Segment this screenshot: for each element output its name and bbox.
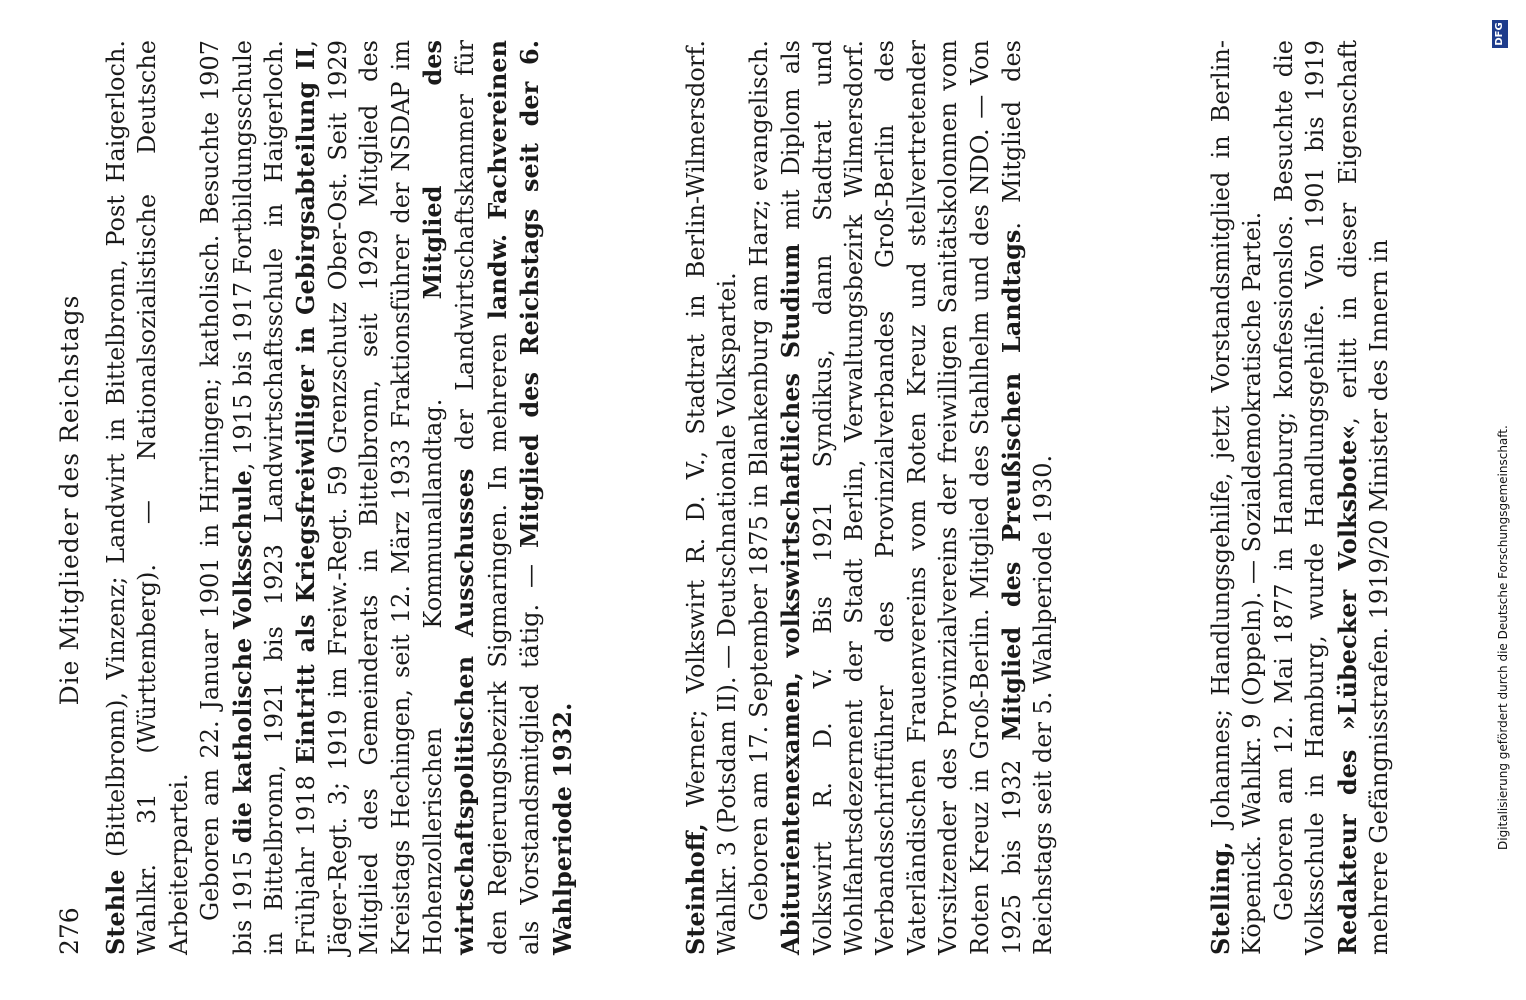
running-title: Die Mitglieder des Reichstags xyxy=(55,294,84,706)
text-run: . Mitglied des Reichstags seit der 5. Wahlperiode 1930. xyxy=(998,40,1058,955)
entry-steinhoff xyxy=(680,40,1060,955)
text-run: Geboren am 17. September 1875 in Blankenburg am Harz; evangelisch. xyxy=(744,40,773,921)
text-run: Geboren am 12. Mai 1877 in Hamburg; konfessionslos. Besuchte die Volksschule in Hamburg, wurde Handlungsgehilfe. Von 1901 bis 1919 xyxy=(1269,40,1330,955)
digitization-note xyxy=(1490,0,1526,1000)
entry-body xyxy=(195,40,579,955)
entry-intro-text: (Bittelbronn), Vinzenz; Landwirt in Bittelbronn, Post Haigerloch. Wahlkr. 31 (Württemberg). — Nationalsozialistische Deutsche Arbeiterpartei. xyxy=(102,40,193,955)
entry-intro xyxy=(1205,40,1269,955)
entry-stelling xyxy=(1205,40,1395,955)
entry-name: Steinhoff, xyxy=(681,823,710,955)
page-number: 276 xyxy=(55,907,84,955)
bold-run: die katholische Volksschule xyxy=(227,470,257,844)
entry-intro xyxy=(680,40,744,955)
entry-name: Stelling, xyxy=(1206,841,1235,955)
text-run: Geboren am 22. Januar 1901 in Hirrlingen; katholisch. Besuchte 1907 bis 1915 xyxy=(196,40,257,955)
text-run: , 1915 bis 1917 Fortbildungsschule in Bittelbronn, 1921 bis 1923 Landwirtschaftsschule in Haigerloch. Frühjahr 1918 xyxy=(228,40,321,955)
text-run: , erlitt in dieser Eigenschaft mehrere Gefängnisstrafen. 1919/20 Minister des Innern in xyxy=(1333,40,1394,955)
entry-name: Stehle xyxy=(101,869,130,955)
bold-run: Abiturientenexamen, volkswirtschaftliches Studium xyxy=(776,243,806,955)
bold-run: Mitglied des Reichstags seit der 6. Wahlperiode 1932. xyxy=(515,39,577,955)
page-header xyxy=(55,45,95,955)
bold-run: Redakteur des »Lübecker Volksbote« xyxy=(1332,424,1362,955)
entry-intro xyxy=(100,40,195,955)
bold-run: Mitglied des wirtschaftspolitischen Ausschusses xyxy=(418,40,480,955)
bold-run: Mitglied des Preußischen Landtags xyxy=(997,229,1027,741)
entry-body xyxy=(1269,40,1396,955)
digitization-note-text: Digitalisierung gefördert durch die Deutsche Forschungsgemeinschaft. xyxy=(1496,425,1510,850)
text-run: mit Diplom als Volkswirt R. D. V. Bis 1921 Syndikus, dann Stadtrat und Wohlfahrtsdezernent der Stadt Berlin, Verwaltungsbezirk Wilmersdorf. Verbandsschriftführer des Provinzialverbandes Groß-Berlin des Vaterländischen Frauenvereins vom Roten Kreuz und stellvertretender Vorsitzender des Provinzialvereins der freiwilligen Sanitätskolonnen vom Roten Kreuz in Groß-Berlin. Mitglied des Stahlhelm und des NDO. — Von 1925 bis 1932 xyxy=(777,39,1027,955)
entry-intro-text: Werner; Volkswirt R. D. V., Stadtrat in Berlin-Wilmersdorf. Wahlkr. 3 (Potsdam II). — Deutschnationale Volkspartei. xyxy=(682,39,742,955)
entry-intro-text: Johannes; Handlungsgehilfe, jetzt Vorstandsmitglied in Berlin-Köpenick. Wahlkr. 9 (Oppeln). — Sozialdemokratische Partei. xyxy=(1207,40,1267,955)
text-run: als Vorstandsmitglied tätig. — xyxy=(516,548,545,955)
bold-run: landw. Fachvereinen xyxy=(482,40,512,320)
bold-run: Eintritt als Kriegsfreiwilliger in Gebirgsabteilung II xyxy=(291,47,321,765)
entry-body xyxy=(744,40,1060,955)
dfg-logo: DFG xyxy=(1492,20,1508,48)
entry-stehle xyxy=(100,40,579,955)
text-run: , Jäger-Regt. 3; 1919 im Freiw.-Regt. 59 Grenzschutz Ober-Ost. Seit 1929 Mitglied des Gemeinderats in Bittelbronn, seit 1929 Mitglied des Kreistags Hechingen, seit 12. März 1933 Fraktionsführer der NSDAP im Hohenzollerischen Kommunallandtag. xyxy=(292,39,448,955)
text-run: der Landwirtschaftskammer für den Regierungsbezirk Sigmaringen. In mehreren xyxy=(451,40,512,955)
